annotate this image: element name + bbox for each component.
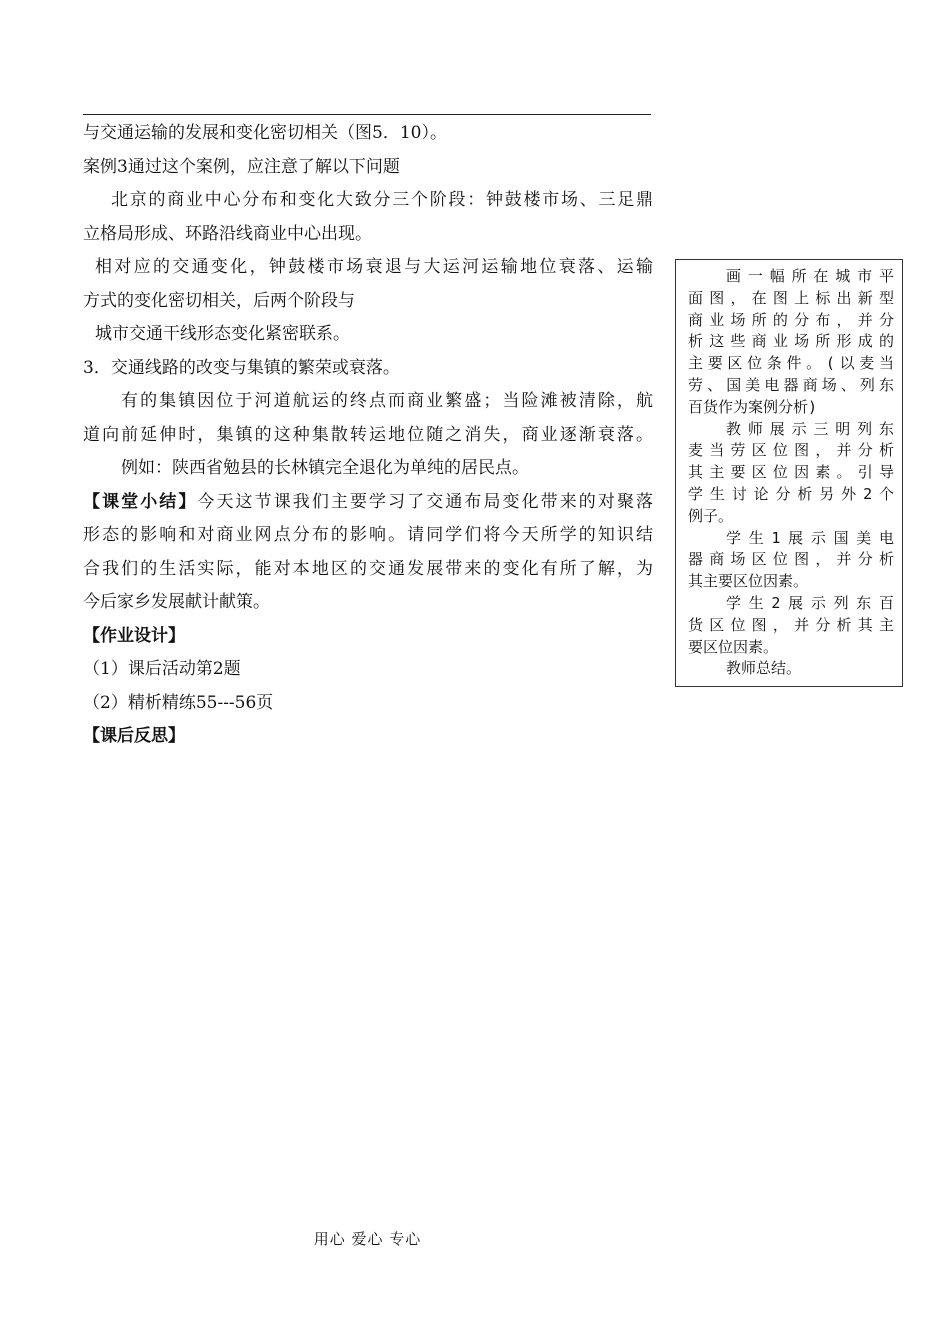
note-line: 百货作为案例分析): [688, 397, 818, 416]
main-text: [83, 117, 653, 754]
note-line: 学生2展示列东百: [726, 593, 894, 612]
text-line: 形态的影响和对商业网点分布的影响。请同学们将今天所学的知识结: [83, 525, 653, 545]
note-line: 器商场区位图，并分析: [688, 550, 894, 569]
summary-heading: 【课堂小结】: [83, 491, 198, 512]
summary-first-line: [83, 486, 653, 520]
text-line: 3．交通线路的改变与集镇的繁荣或衰落。: [83, 357, 400, 378]
text-line: 有的集镇因位于河道航运的终点而商业繁盛；当险滩被清除，航: [121, 391, 653, 411]
text-line: 例如：陕西省勉县的长林镇完全退化为单纯的居民点。: [121, 458, 529, 478]
note-line: 学生讨论分析另外2个: [688, 484, 894, 503]
text-line: 合我们的生活实际，能对本地区的交通发展带来的变化有所了解，为: [83, 558, 653, 579]
homework-item: （2）精析精练55---56页: [83, 692, 274, 713]
homework-item: （1）课后活动第2题: [83, 659, 241, 679]
note-line: 要区位因素。: [688, 637, 779, 656]
text-line: 相对应的交通变化，钟鼓楼市场衰退与大运河运输地位衰落、运输: [95, 257, 653, 277]
note-line: 教师总结。: [726, 659, 802, 678]
activity-note-box: [675, 259, 903, 687]
text-line: 今后家乡发展献计献策。: [83, 592, 270, 612]
note-line: 麦当劳区位图，并分析: [688, 441, 894, 460]
note-line: 商业场所的分布，并分: [688, 310, 894, 329]
text-line: 道向前延伸时，集镇的这种集散转运地位随之消失，商业逐渐衰落。: [83, 424, 653, 445]
note-line: 例子。: [688, 506, 734, 525]
note-line: 析这些商业场所形成的: [688, 332, 894, 351]
text-line: 北京的商业中心分布和变化大致分三个阶段：钟鼓楼市场、三足鼎: [111, 190, 653, 210]
page-footer: 用心 爱心 专心: [313, 1230, 422, 1248]
note-line: 其主要区位因素。: [688, 572, 809, 591]
text-line: 案例3通过这个案例，应注意了解以下问题: [83, 156, 400, 177]
summary-text: 今天这节课我们主要学习了交通布局变化带来的对聚落: [197, 491, 653, 512]
text-line: 方式的变化密切相关，后两个阶段与: [83, 290, 355, 311]
note-line: 主要区位条件。(以麦当: [688, 354, 894, 373]
homework-heading: 【作业设计】: [83, 625, 185, 646]
note-line: 其主要区位因素。引导: [688, 463, 894, 482]
text-line: 城市交通干线形态变化紧密联系。: [95, 324, 350, 344]
note-line: 学生1展示国美电: [726, 528, 894, 547]
note-line: 劳、国美电器商场、列东: [688, 375, 894, 394]
text-line: 与交通运输的发展和变化密切相关（图5．10）。: [83, 123, 447, 143]
header-rule: [83, 114, 651, 115]
reflection-heading: 【课后反思】: [83, 726, 185, 746]
note-line: 教师展示三明列东: [726, 419, 894, 438]
note-line: 画一幅所在城市平: [726, 267, 894, 285]
note-line: 货区位图，并分析其主: [688, 615, 894, 634]
text-line: 立格局形成、环路沿线商业中心出现。: [83, 223, 372, 244]
note-line: 面图，在图上标出新型: [688, 288, 894, 307]
